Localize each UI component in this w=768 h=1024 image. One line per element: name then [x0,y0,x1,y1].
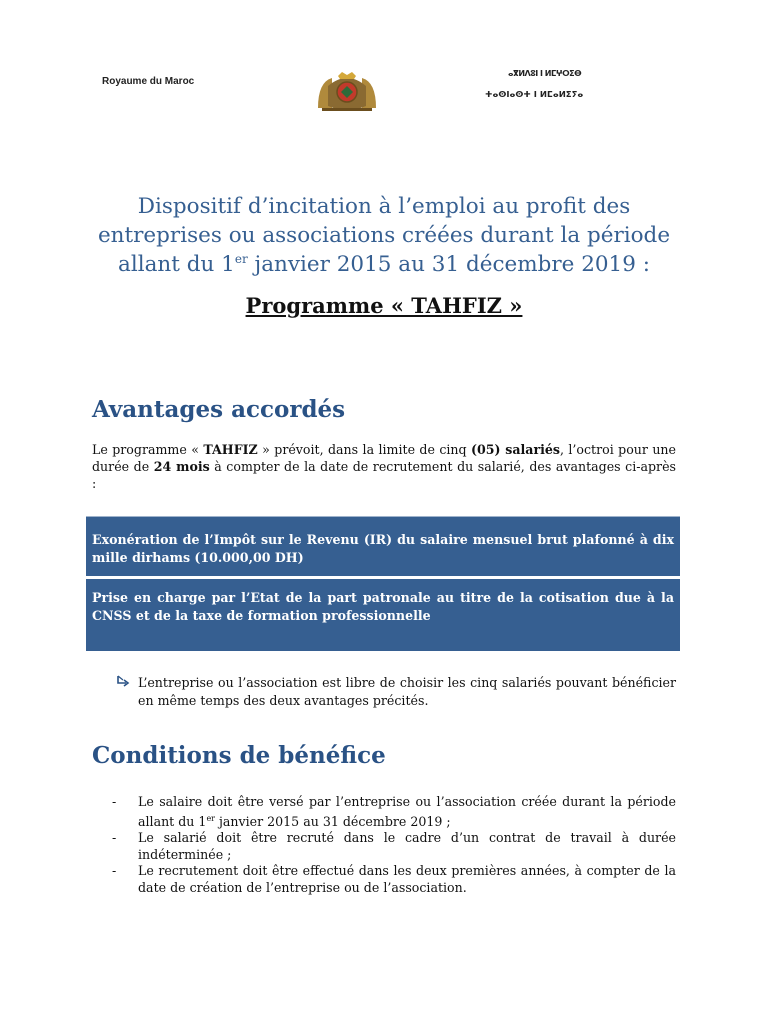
title-line-1: Dispositif d’incitation à l’emploi au profit des [137,194,631,219]
title-superscript: er [234,251,248,266]
arrow-pointer-icon [116,674,132,690]
list-item: - Le salarié doit être recruté dans le cadre d’un contrat de travail à durée indéterminée ; [112,830,676,862]
kingdom-label: Royaume du Maroc [102,76,195,87]
advantage-box-cnss: Prise en charge par l’Etat de la part patronale au titre de la cotisation due à la CNSS et de la taxe de formation professionnelle [86,579,680,651]
advantages-intro: Le programme « TAHFIZ » prévoit, dans la limite de cinq (05) salariés, l’octroi pour une durée de 24 mois à compter de la date de recrutement du salarié, des avantages ci-après : [92,442,677,491]
title-line-3: allant du 1er janvier 2015 au 31 décembre 2019 : [118,251,650,277]
royal-emblem-icon [314,68,380,114]
tifinagh-ministry-label: ⵜⴰⵙⵏⴰⵙⵜ ⵏ ⵍⵎⴰⵍⵉⵢⴰ [485,90,584,100]
advantage-box-ir: Exonération de l’Impôt sur le Revenu (IR) du salaire mensuel brut plafonné à dix mille dirhams (10.000,00 DH) [86,516,680,576]
programme-heading: Programme « TAHFIZ » [245,293,523,318]
title-line-2: entreprises ou associations créées durant la période [97,223,671,248]
conditions-list [112,794,676,896]
advantages-note: L’entreprise ou l’association est libre de choisir les cinq salariés pouvant bénéficier en même temps des deux avantages précités. [138,675,676,708]
page-title [60,192,708,279]
conditions-heading: Conditions de bénéfice [92,742,386,769]
list-item: - Le salaire doit être versé par l’entreprise ou l’association créée durant la période allant du 1er janvier 2015 au 31 décembre 2019 ; [112,794,676,829]
tifinagh-kingdom-label: ⴰⴳⵍⴷⵓⵏ ⵏ ⵍⵎⵖⵔⵉⴱ [508,69,582,78]
list-item: - Le recrutement doit être effectué dans les deux premières années, à compter de la date de création de l’entreprise ou de l’association. [112,863,676,895]
advantages-heading: Avantages accordés [92,396,346,423]
